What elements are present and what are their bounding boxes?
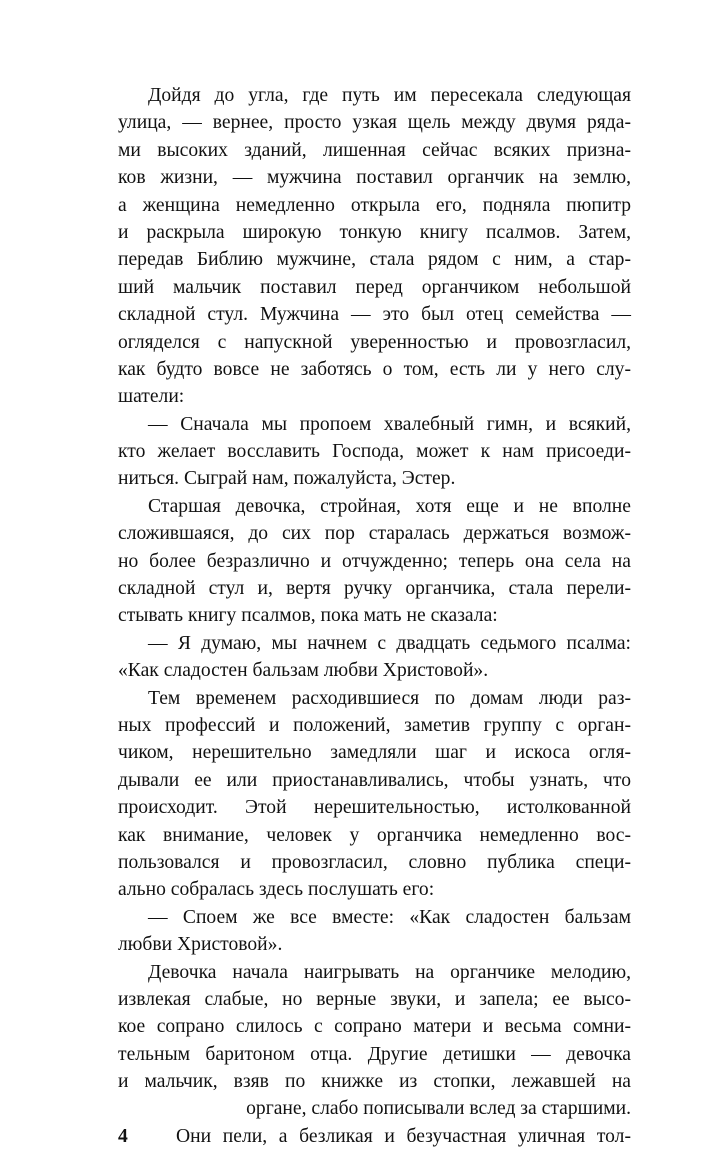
text-line: — Я думаю, мы начнем с двадцать седьмого псалма: [148,632,631,654]
text-line: ми высоких зданий, лишенная сейчас всяких призна- [118,139,631,161]
text-line: дывали ее или приостанавливались, чтобы узнать, что [118,769,631,791]
footer-row [118,1123,631,1150]
book-page [118,82,631,1150]
text-line: Дойдя до угла, где путь им пересекала следующая [148,85,631,106]
text-line: Тем временем расходившиеся по домам люди раз- [148,687,631,709]
text-line: извлекая слабые, но верные звуки, и запела; ее высо- [118,988,631,1010]
text-line: шатели: [118,386,185,408]
text-line: передав Библию мужчине, стала рядом с ним, а стар- [118,249,631,271]
text-line: ально собралась здесь послушать его: [118,879,435,901]
text-line: ший мальчик поставил перед органчиком небольшой [118,276,631,298]
text-line: пользовался и провозгласил, словно публика специ- [118,851,631,873]
text-line: — Споем же все вместе: «Как сладостен бальзам [148,906,631,928]
text-line: ниться. Сыграй нам, пожалуйста, Эстер. [118,468,456,490]
text-line: сложившаяся, до сих пор старалась держаться возмож- [118,523,631,545]
text-line: стывать книгу псалмов, пока мать не сказала: [118,605,498,627]
text-line: и раскрыла широкую тонкую книгу псалмов. Затем, [118,221,631,243]
text-line: — Сначала мы пропоем хвалебный гимн, и всякий, [148,413,631,435]
text-line: складной стул и, вертя ручку органчика, стала перели- [118,578,631,600]
text-line: «Как сладостен бальзам любви Христовой». [118,660,489,682]
text-line: огляделся с напускной уверенностью и провозгласил, [118,331,631,353]
page-number: 4 [118,1125,128,1147]
text-line: чиком, нерешительно замедляли шаг и искоса огля- [118,742,631,764]
text-line: как будто вовсе не заботясь о том, есть ли у него слу- [118,358,631,380]
text-line: кто желает восславить Господа, может к нам присоеди- [118,441,631,463]
text-line: органе, слабо пописывали вслед за старшими. [246,1098,631,1120]
text-line: но более безразлично и отчужденно; теперь она села на [118,550,631,572]
text-line: Девочка начала наигрывать на органчике мелодию, [148,961,631,983]
text-line: ков жизни, — мужчина поставил органчик на землю, [118,167,631,189]
text-line: Старшая девочка, стройная, хотя еще и не вполне [148,495,631,517]
text-line: складной стул. Мужчина — это был отец семейства — [118,304,631,326]
text-line: и мальчик, взяв по книжке из стопки, лежавшей на [118,1071,631,1093]
text-line: тельным баритоном отца. Другие детишки — девочка [118,1043,631,1065]
text-line: а женщина немедленно открыла его, подняла пюпитр [118,194,631,216]
text-line: любви Христовой». [118,934,283,956]
text-line: кое сопрано слилось с сопрано матери и весьма сомни- [118,1016,631,1038]
text-line: ных профессий и положений, заметив группу с орган- [118,714,631,736]
text-line: улица, — вернее, просто узкая щель между двумя ряда- [118,112,631,134]
text-line: Они пели, а безликая и безучастная уличная тол- [176,1125,631,1147]
text-line: как внимание, человек у органчика немедленно вос- [118,824,631,846]
text-line: происходит. Этой нерешительностью, истолкованной [118,797,631,819]
